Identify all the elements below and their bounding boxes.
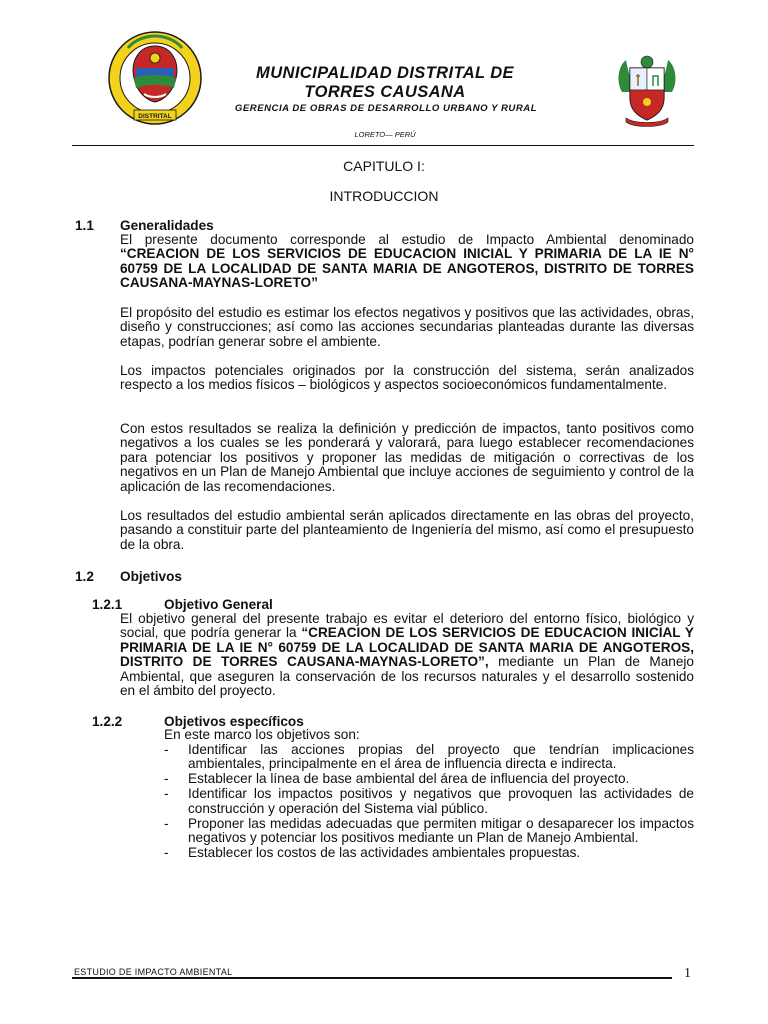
org-subtitle: GERENCIA DE OBRAS DE DESARROLLO URBANO Y RURAL: [234, 103, 538, 114]
paragraph-impactos: Los impactos potenciales originados por la construcción del sistema, serán analizados respecto a los medios físicos – biológicos y aspectos socioeconómicos fundamentalmente.: [120, 363, 694, 393]
footer-label: ESTUDIO DE IMPACTO AMBIENTAL: [74, 967, 233, 977]
footer-divider: [72, 977, 672, 979]
paragraph-resultados: Con estos resultados se realiza la definición y predicción de impactos, tanto positivos como negativos a los cuales se les ponderará y valorará, para luego establecer recomendaciones para potenciar los positivos y proponer las medidas de mitigación o correctivas de los negativos en un Plan de Manejo Ambiental que incluye acciones de seguimiento y control de la aplicación de las recomendaciones.: [120, 421, 694, 494]
section-title: Objetivos: [120, 569, 182, 584]
subsection-title: Objetivos específicos: [164, 714, 304, 729]
org-title: [218, 64, 552, 102]
paragraph-text: mediante un Plan de Manejo Ambiental, que aseguren la conservación de los recursos naturales y el desarrollo sostenido en el ámbito del proyecto.: [120, 654, 694, 699]
list-item: - Identificar las acciones propias del proyecto que tendrían implicaciones ambientales, principalmente en el área de influencia directa e indirecta.: [164, 742, 694, 772]
list-item: - Establecer los costos de las actividades ambientales propuestas.: [164, 844, 581, 860]
project-name: “CREACION DE LOS SERVICIOS DE EDUCACION INICIAL Y PRIMARIA DE LA IE N° 60759 DE LA LOCALIDAD DE SANTA MARIA DE ANGOTEROS, DISTRITO DE TORRES CAUSANA-MAYNAS-LORETO”: [120, 246, 694, 291]
list-item: - Proponer las medidas adecuadas que permiten mitigar o desaparecer los impactos negativos y potenciar los positivos mediante un Plan de Manejo Ambiental.: [164, 815, 694, 845]
org-title-line-1: MUNICIPALIDAD DISTRITAL DE: [256, 64, 514, 82]
header-divider: [72, 145, 694, 146]
chapter-number: CAPITULO I:: [343, 158, 425, 174]
paragraph-proposito: El propósito del estudio es estimar los efectos negativos y positivos que las actividades, obras, diseño y construcciones; así como las acciones secundarias planteadas durante las diversas etapas, podrían generar sobre el ambiente.: [120, 305, 694, 349]
paragraph-text: El objetivo general del presente trabajo es evitar el deterioro del entorno físico, biológico y social, que podría generar la: [120, 611, 694, 641]
page-number: 1: [684, 966, 691, 981]
project-name: “CREACION DE LOS SERVICIOS DE EDUCACION INICIAL Y PRIMARIA DE LA IE N° 60759 DE LA LOCALIDAD DE SANTA MARIA DE ANGOTEROS, DISTRITO DE TORRES CAUSANA-MAYNAS-LORETO”,: [120, 625, 694, 670]
paragraph-text: El presente documento corresponde al estudio de Impacto Ambiental denominado: [120, 232, 694, 247]
list-item: - Identificar los impactos positivos y negativos que provoquen las actividades de construcción y operación del Sistema vial público.: [164, 786, 694, 816]
org-title-line-2: TORRES CAUSANA: [304, 83, 466, 101]
list-item: - Establecer la línea de base ambiental del área de influencia del proyecto.: [164, 771, 630, 787]
section-number: 1.1: [75, 218, 94, 233]
section-number: 1.2: [75, 569, 94, 584]
subsection-number: 1.2.2: [92, 714, 123, 729]
peru-coat-of-arms-logo: [616, 52, 678, 128]
subsection-number: 1.2.1: [92, 597, 123, 612]
chapter-title: INTRODUCCION: [329, 188, 439, 204]
paragraph-denominacion: [120, 233, 694, 291]
objectives-intro: En este marco los objetivos son:: [164, 727, 360, 742]
objectives-list: [164, 743, 694, 861]
seal-label: DISTRITAL: [138, 113, 172, 120]
section-title: Generalidades: [120, 218, 214, 233]
org-location: LORETO— PERÚ: [354, 130, 416, 139]
paragraph-objetivo-general: [120, 612, 694, 698]
paragraph-aplicacion: Los resultados del estudio ambiental serán aplicados directamente en las obras del proyecto, pasando a constituir parte del planteamiento de Ingeniería del mismo, así como el presupuesto de la obra.: [120, 508, 694, 552]
district-seal-logo: [104, 26, 206, 126]
subsection-title: Objetivo General: [164, 597, 273, 612]
